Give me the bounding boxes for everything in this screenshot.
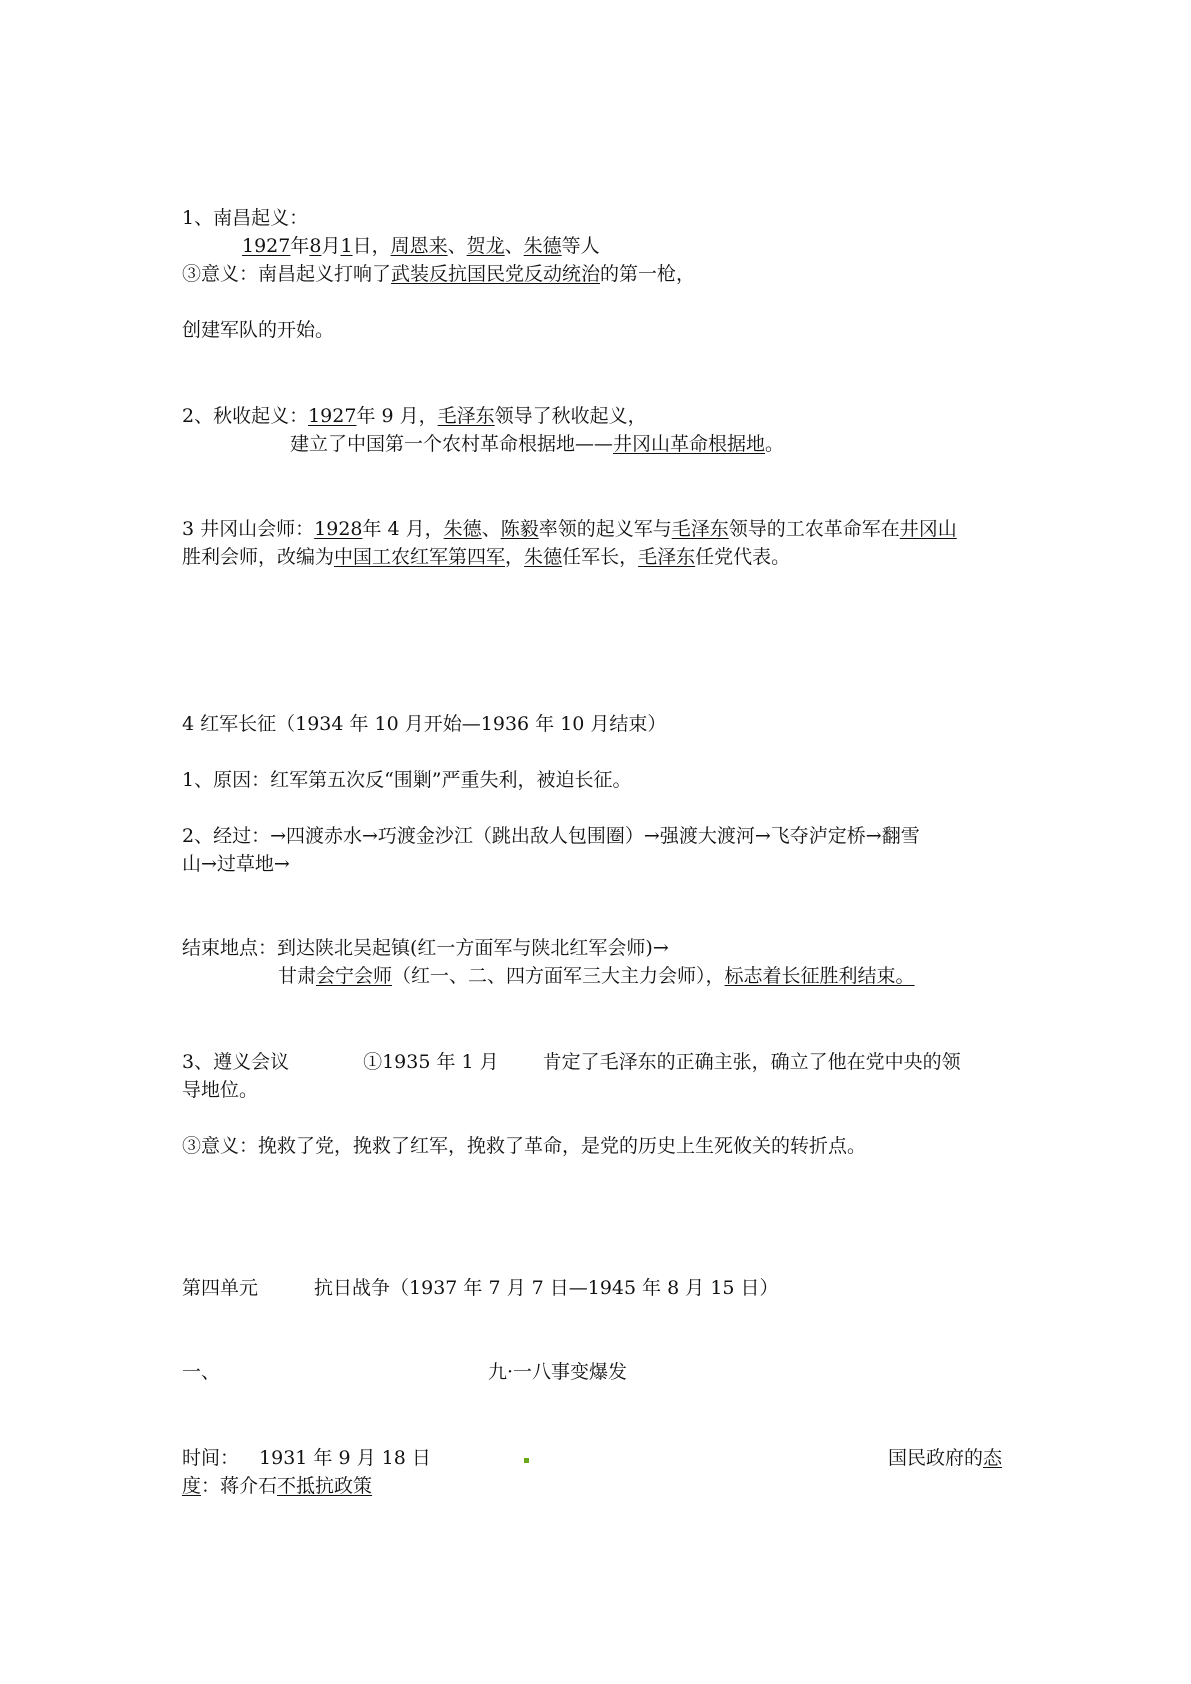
zunyi-significance: ③意义：挽救了党，挽救了红军，挽救了革命，是党的历史上生死攸关的转折点。 [182, 1135, 867, 1157]
nanchang-year: 1927 [242, 235, 291, 257]
long-march-route: 2、经过：→四渡赤水→巧渡金沙江（跳出敌人包围圈）→强渡大渡河→飞夺泸定桥→翻雪 [182, 825, 920, 847]
section-title: 九·一八事变爆发 [488, 1361, 628, 1383]
jinggangshan-base-line: 建立了中国第一个农村革命根据地——井冈山革命根据地。 [290, 433, 785, 455]
nanchang-date-line: 1927年8月1日，周恩来、贺龙、朱德等人 [182, 234, 600, 258]
zunyi-meeting-cont: 导地位。 [182, 1079, 259, 1101]
nanchang-significance: ③意义：南昌起义打响了武装反抗国民党反动统治的第一枪， [182, 263, 696, 285]
time-line: 时间： 1931 年 9 月 18 日 [182, 1447, 431, 1469]
nanchang-significance-cont: 创建军队的开始。 [182, 319, 335, 341]
autumn-harvest-line: 2、秋收起义：1927年 9 月，毛泽东领导了秋收起义， [182, 405, 647, 427]
leader-zhu-de: 朱德 [523, 235, 562, 257]
gov-attitude-line: 国民政府的态 [888, 1447, 1003, 1469]
jinggangshan-meeting-line: 3 井冈山会师：1928年 4 月，朱德、陈毅率领的起义军与毛泽东领导的工农革命军在井冈山 [182, 518, 957, 540]
section-heading: 一、 [182, 1361, 221, 1383]
non-resistance-line: 度：蒋介石不抵抗政策 [182, 1475, 373, 1497]
nanchang-uprising-title: 1、南昌起义： [182, 207, 309, 229]
leader-zhou-enlai: 周恩来 [390, 235, 448, 257]
leader-he-long: 贺龙 [466, 235, 505, 257]
zunyi-meeting-line: 3、遵义会议 ①1935 年 1 月 肯定了毛泽东的正确主张，确立了他在党中央的领 [182, 1051, 961, 1073]
long-march-title: 4 红军长征（1934 年 10 月开始—1936 年 10 月结束） [182, 713, 667, 735]
marker-dot [524, 1458, 529, 1463]
fourth-army-line: 胜利会师，改编为中国工农红军第四军，朱德任军长，毛泽东任党代表。 [182, 546, 791, 568]
long-march-route-cont: 山→过草地→ [182, 853, 290, 875]
huining-meeting-line: 甘肃会宁会师（红一、二、四方面军三大主力会师），标志着长征胜利结束。 [278, 965, 915, 987]
long-march-end: 结束地点：到达陕北吴起镇(红一方面军与陕北红军会师)→ [182, 937, 669, 959]
long-march-reason: 1、原因：红军第五次反“围剿”严重失利，被迫长征。 [182, 769, 632, 791]
unit-heading: 第四单元 抗日战争（1937 年 7 月 7 日—1945 年 8 月 15 日） [182, 1277, 779, 1299]
